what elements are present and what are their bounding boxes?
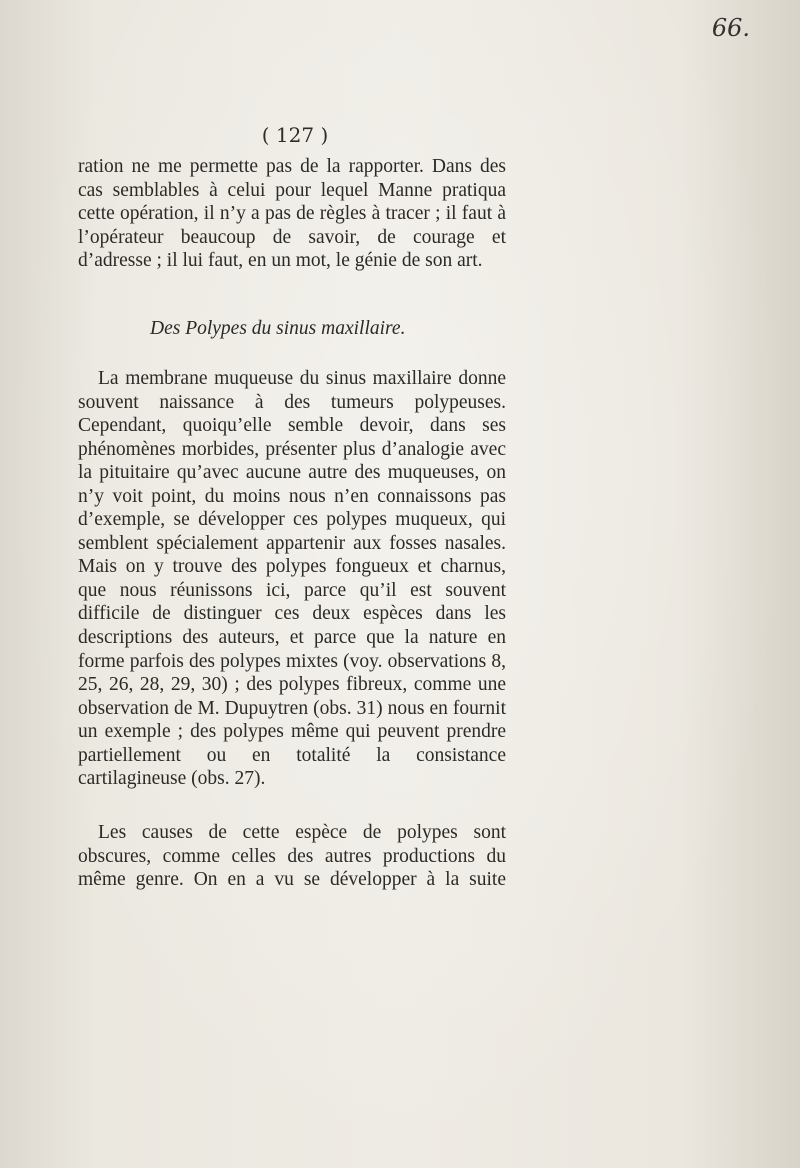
page-number: ( 127 ): [261, 123, 329, 147]
folio-number: 66.: [711, 14, 750, 42]
paragraph-3-text: Les causes de cette espèce de polypes sont obscures, comme celles des autres productions du même genre. On en a vu se développer à la suite: [78, 822, 506, 891]
paragraph-2-text: La membrane muqueuse du sinus maxillaire donne souvent naissance à des tumeurs polypeuses. Cependant, quoiqu’elle semble devoir, dans ses phénomènes morbides, présenter plus d’analogie avec la pituitaire qu’avec aucune autre des muqueuses, on n’y voit point, du moins nous n’en connaissons pas d’exemple, se développer ces polypes muqueux, qui semblent spécialement appartenir aux fosses nasales. Mais on y trouve des polypes fongueux et charnus, que nous réunissons ici, parce qu’il est souvent difficile de distinguer ces deux espèces dans les descriptions des auteurs, et parce que la nature en forme parfois des polypes mixtes (voy. observations 8, 25, 26, 28, 29, 30) ; des polypes fibreux, comme une observation de M. Dupuytren (obs. 31) nous en fournit un exemple ; des polypes même qui peuvent prendre partiellement ou en totalité la consistance cartilagineuse (obs. 27).: [78, 368, 506, 790]
paragraph-1: [78, 155, 506, 273]
paragraph-1-text: ration ne me permette pas de la rapporter. Dans des cas semblables à celui pour lequel Manne pratiqua cette opération, il n’y a pas de règles à tracer ; il faut à l’opérateur beaucoup de savoir, de courage et d’adresse ; il lui faut, en un mot, le génie de son art.: [78, 156, 506, 272]
paragraph-3: [78, 821, 506, 892]
section-heading: Des Polypes du sinus maxillaire.: [150, 318, 406, 339]
paragraph-2: [78, 367, 506, 791]
